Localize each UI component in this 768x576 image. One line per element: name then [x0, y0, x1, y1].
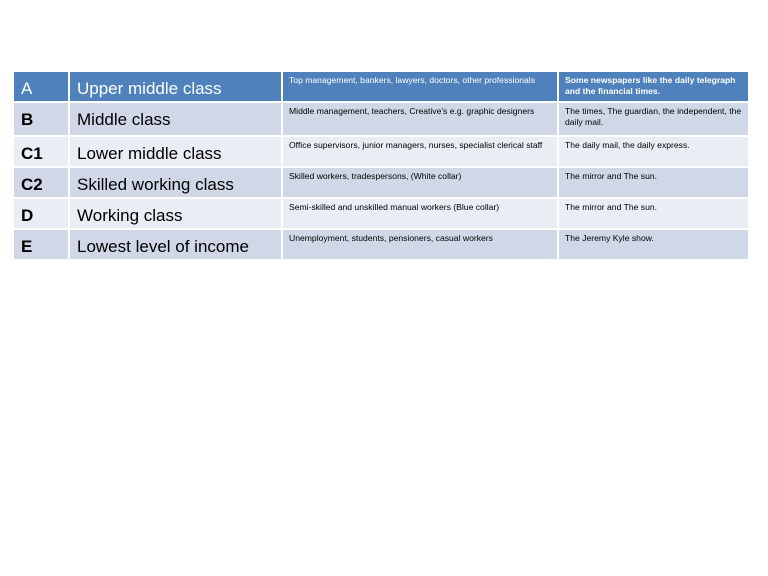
newspapers: The times, The guardian, the independent, the daily mail.: [558, 102, 749, 136]
social-grade-table: [12, 70, 750, 261]
occupations: Top management, bankers, lawyers, doctors, other professionals: [282, 71, 558, 102]
class-name: Skilled working class: [69, 167, 282, 198]
occupations: Unemployment, students, pensioners, casual workers: [282, 229, 558, 260]
grade-code: C1: [13, 136, 69, 167]
grade-code: C2: [13, 167, 69, 198]
grade-code: D: [13, 198, 69, 229]
table-row: [13, 198, 749, 229]
occupations: Office supervisors, junior managers, nurses, specialist clerical staff: [282, 136, 558, 167]
newspapers: The daily mail, the daily express.: [558, 136, 749, 167]
newspapers: The Jeremy Kyle show.: [558, 229, 749, 260]
occupations: Skilled workers, tradespersons, (White collar): [282, 167, 558, 198]
occupations: Middle management, teachers, Creative's e.g. graphic designers: [282, 102, 558, 136]
occupations: Semi-skilled and unskilled manual workers (Blue collar): [282, 198, 558, 229]
newspapers: Some newspapers like the daily telegraph and the financial times.: [558, 71, 749, 102]
newspapers: The mirror and The sun.: [558, 167, 749, 198]
table-row: [13, 136, 749, 167]
table-row: [13, 229, 749, 260]
class-name: Lowest level of income: [69, 229, 282, 260]
grade-code: A: [13, 71, 69, 102]
class-name: Upper middle class: [69, 71, 282, 102]
class-name: Working class: [69, 198, 282, 229]
grade-code: E: [13, 229, 69, 260]
class-name: Lower middle class: [69, 136, 282, 167]
class-name: Middle class: [69, 102, 282, 136]
table-row: [13, 102, 749, 136]
newspapers: The mirror and The sun.: [558, 198, 749, 229]
table-row: [13, 71, 749, 102]
grade-code: B: [13, 102, 69, 136]
table-row: [13, 167, 749, 198]
